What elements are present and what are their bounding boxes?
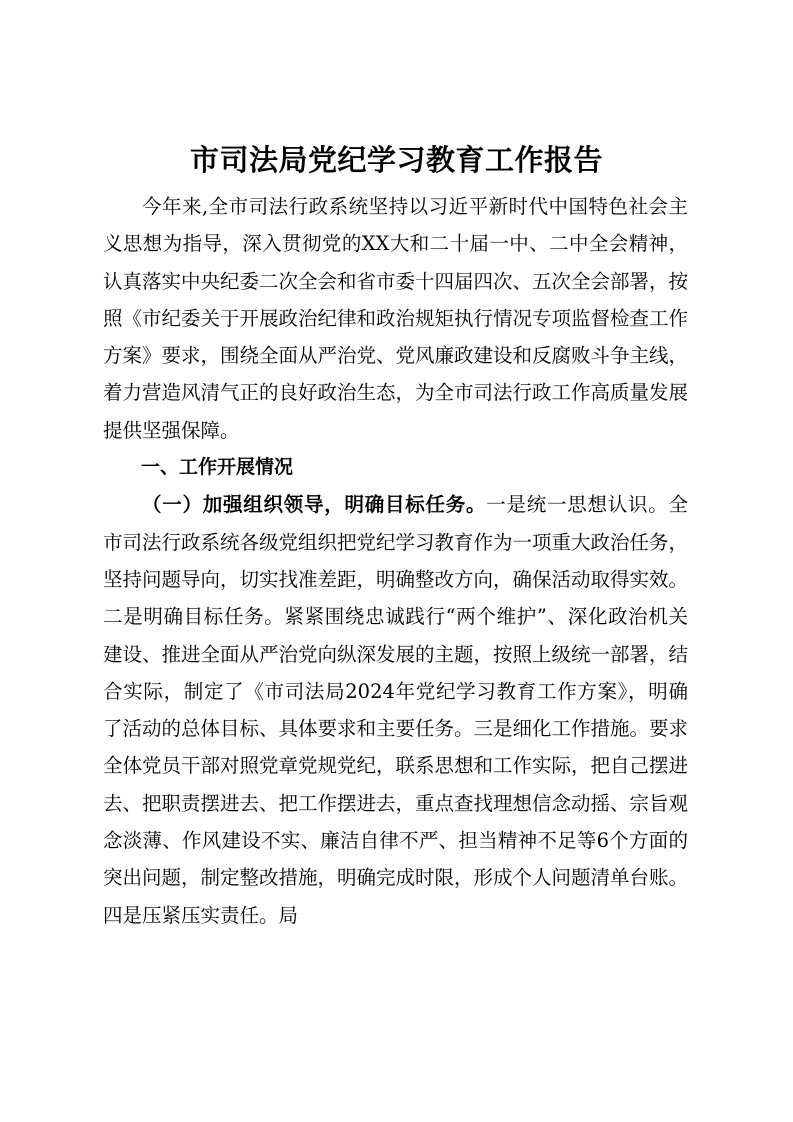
subsection-lead: （一）加强组织领导，明确目标任务。 <box>142 493 487 517</box>
intro-paragraph: 今年来,全市司法行政系统坚持以习近平新时代中国特色社会主义思想为指导，深入贯彻党的XX大和二十届一中、二中全会精神，认真落实中央纪委二次全会和省市委十四届四次、五次全会部署，按照《市纪委关于开展政治纪律和政治规矩执行情况专项监督检查工作方案》要求，围绕全面从严治党、党风廉政建设和反腐败斗争主线，着力营造风清气正的良好政治生态，为全市司法行政工作高质量发展提供坚强保障。 <box>103 195 689 442</box>
document-title: 市司法局党纪学习教育工作报告 <box>189 143 603 177</box>
subsection-body: 一是统一思想认识。全市司法行政系统各级党组织把党纪学习教育作为一项重大政治任务，坚持问题导向，切实找准差距，明确整改方向，确保活动取得实效。二是明确目标任务。紧紧围绕忠诚践行“两个维护”、深化政治机关建设、推进全面从严治党向纵深发展的主题，按照上级统一部署，结合实际，制定了《市司法局2024年党纪学习教育工作方案》，明确了活动的总体目标、具体要求和主要任务。三是细化工作措施。要求全体党员干部对照党章党规党纪，联系思想和工作实际，把自己摆进去、把职责摆进去、把工作摆进去，重点查找理想信念动摇、宗旨观念淡薄、作风建设不实、廉洁自律不严、担当精神不足等6个方面的突出问题，制定整改措施，明确完成时限，形成个人问题清单台账。四是压紧压实责任。局 <box>103 493 689 927</box>
subsection-paragraph <box>103 486 688 934</box>
document-body <box>103 188 688 934</box>
section-heading: 一、工作开展情况 <box>141 456 294 479</box>
